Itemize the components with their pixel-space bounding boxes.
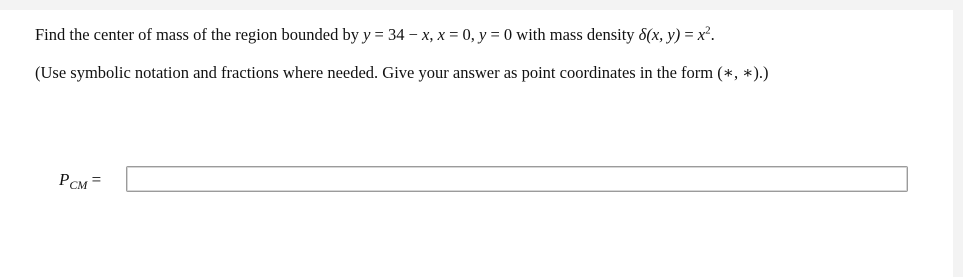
eq1-var: y — [363, 25, 371, 44]
density-equals: = — [680, 25, 698, 44]
eq1-var2: x — [422, 25, 430, 44]
eq2-rhs: = 0, — [444, 25, 480, 44]
answer-label-p: P — [59, 170, 70, 189]
density-var: x — [697, 25, 706, 44]
answer-label-sub: CM — [69, 178, 88, 192]
answer-input[interactable] — [126, 166, 908, 192]
density-function: δ(x, y) — [638, 25, 681, 44]
answer-label-eq: = — [87, 170, 102, 189]
eq1-rhs: = 34 − — [370, 25, 423, 44]
eq3-var: y — [479, 25, 487, 44]
instructions: (Use symbolic notation and fractions where needed. Give your answer as point coordinates in the form (∗, ∗).) — [35, 63, 769, 82]
problem-statement — [35, 24, 935, 46]
eq3-rhs: = 0 — [486, 25, 513, 44]
answer-label — [59, 170, 127, 190]
right-band — [953, 10, 963, 277]
problem-mid: with mass density — [512, 25, 639, 44]
problem-prefix: Find the center of mass of the region bounded by — [35, 25, 364, 44]
separator: , — [429, 25, 438, 44]
density-exponent: 2 — [705, 24, 711, 37]
problem-end: . — [710, 25, 715, 44]
answer-row — [59, 166, 127, 194]
eq2-var: x — [437, 25, 445, 44]
top-band — [0, 0, 963, 10]
